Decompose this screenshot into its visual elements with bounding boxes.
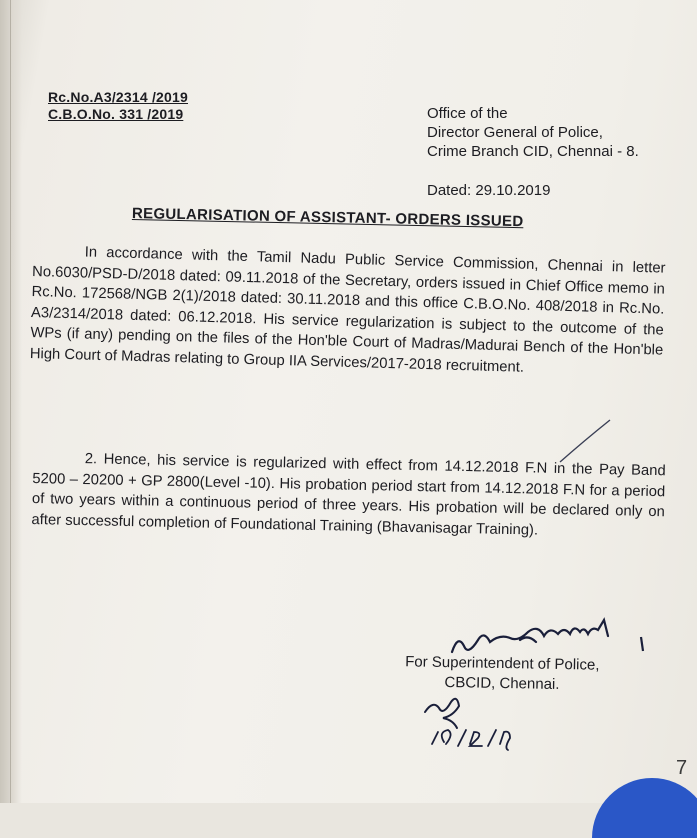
- body-paragraph-1: In accordance with the Tamil Nadu Public Service Commission, Chennai in letter No.6030/PSD-D/2018 dated: 09.11.2018 of the Secretary, orders issued in Chief Office memo in Rc.No. 172568/NGB 2(1)/2018 dated: 30.11.2018 and this office C.B.O.No. 408/2018 in Rc.No. A3/2314/2018 dated: 06.12.2018. His service regularization is subject to the outcome of the WPs (if any) pending on the files of the Hon'ble Court of Madras/Madurai Bench of the Hon'ble High Court of Madras relating to Group IIA Services/2017-2018 recruitment.: [29, 244, 666, 376]
- page-number: 7: [676, 757, 688, 779]
- reference-cbo-number: C.B.O.No. 331 /2019: [48, 106, 184, 122]
- page-fold-shadow: [0, 0, 22, 803]
- reference-rc-number: Rc.No.A3/2314 /2019: [48, 89, 188, 105]
- office-line: Director General of Police,: [427, 124, 603, 141]
- office-address: [427, 104, 639, 161]
- office-line: Crime Branch CID, Chennai - 8.: [427, 143, 639, 160]
- office-line: Office of the: [427, 105, 508, 122]
- subject-heading: REGULARISATION OF ASSISTANT- ORDERS ISSUED: [131, 205, 524, 231]
- signature-designation: For Superintendent of Police,: [405, 653, 600, 674]
- signature-block: [405, 652, 600, 695]
- dated-line: Dated: 29.10.2019: [427, 182, 551, 199]
- signature-office: CBCID, Chennai.: [444, 673, 560, 694]
- body-paragraph-2: 2. Hence, his service is regularized with effect from 14.12.2018 F.N in the Pay Band 5200 – 20200 + GP 2800(Level -10). His probation period start from 14.12.2018 F.N for a period of two years within a continuous period of three years. His probation will be declared only on after successful completion of Foundational Training (Bhavanisagar Training).: [31, 451, 666, 539]
- page-fold-line: [10, 0, 11, 803]
